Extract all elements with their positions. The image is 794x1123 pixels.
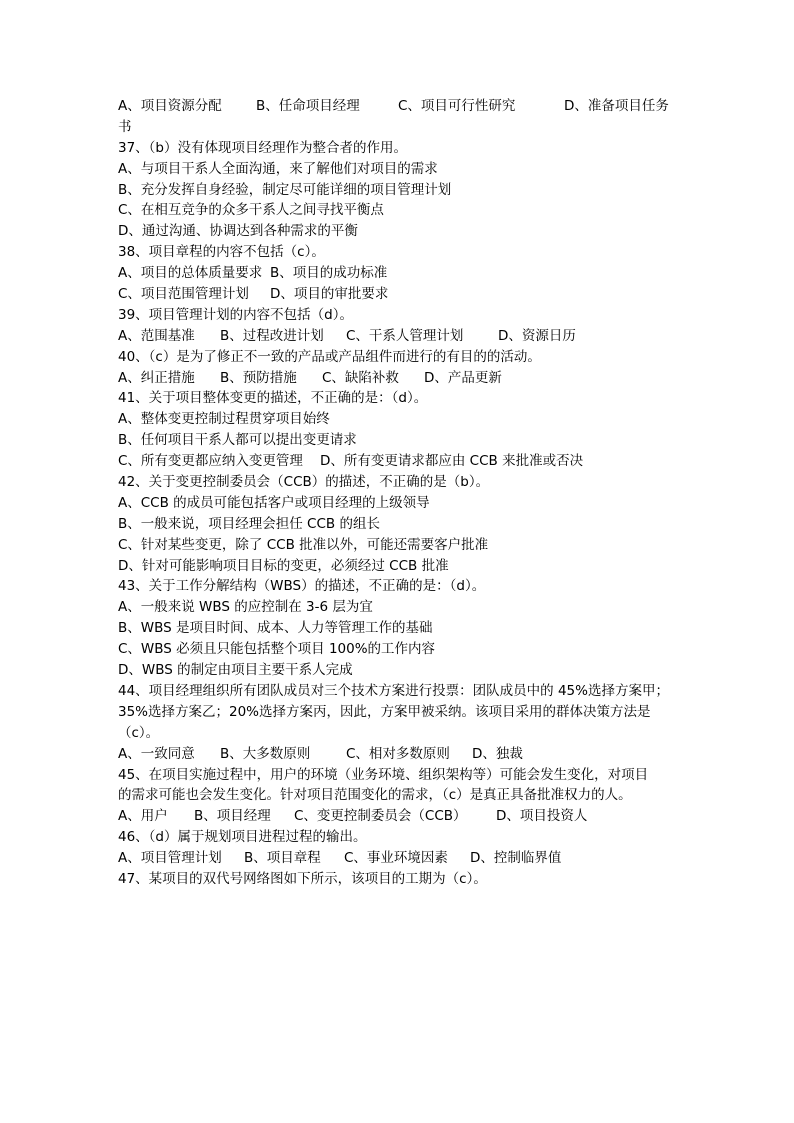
answer-option: A、项目管理计划 bbox=[118, 850, 222, 867]
answer-option: C、相对多数原则 bbox=[346, 745, 450, 762]
text-line: C、WBS 必须且只能包括整个项目 100%的工作内容 bbox=[118, 641, 436, 658]
text-line: 35%选择方案乙；20%选择方案丙，因此，方案甲被采纳。该项目采用的群体决策方法是 bbox=[118, 703, 651, 720]
options-line bbox=[118, 848, 678, 869]
text-line: C、针对某些变更，除了 CCB 批准以外，可能还需要客户批准 bbox=[118, 536, 489, 553]
text-line: 44、项目经理组织所有团队成员对三个技术方案进行投票：团队成员中的 45%选择方案甲； bbox=[118, 682, 669, 699]
options-line bbox=[118, 96, 678, 117]
answer-option: D、控制临界值 bbox=[470, 850, 562, 867]
text-line: B、一般来说，项目经理会担任 CCB 的组长 bbox=[118, 515, 380, 532]
answer-option: B、过程改进计划 bbox=[220, 327, 324, 344]
text-line: 38、项目章程的内容不包括（c）。 bbox=[118, 244, 325, 261]
text-line: B、充分发挥自身经验，制定尽可能详细的项目管理计划 bbox=[118, 181, 452, 198]
answer-option: D、产品更新 bbox=[424, 369, 502, 386]
text-line: 46、（d）属于规划项目进程过程的输出。 bbox=[118, 829, 367, 846]
answer-option: B、项目经理 bbox=[194, 808, 271, 825]
text-line: D、通过沟通、协调达到各种需求的平衡 bbox=[118, 223, 358, 240]
text-line: 40、（c）是为了修正不一致的产品或产品组件而进行的有目的的活动。 bbox=[118, 348, 541, 365]
answer-option: A、纠正措施 bbox=[118, 369, 195, 386]
text-line: A、CCB 的成员可能包括客户或项目经理的上级领导 bbox=[118, 494, 430, 511]
options-line bbox=[118, 284, 678, 305]
options-line bbox=[118, 326, 678, 347]
answer-option: A、一致同意 bbox=[118, 745, 195, 762]
text-line: 37、（b）没有体现项目经理作为整合者的作用。 bbox=[118, 139, 407, 156]
answer-option: D、项目投资人 bbox=[496, 808, 588, 825]
text-line: 41、关于项目整体变更的描述，不正确的是：（d）。 bbox=[118, 390, 428, 407]
answer-option: B、预防措施 bbox=[220, 369, 297, 386]
options-line bbox=[118, 451, 678, 472]
answer-option: C、项目可行性研究 bbox=[398, 98, 516, 114]
text-line: 43、关于工作分解结构（WBS）的描述，不正确的是：（d）。 bbox=[118, 578, 486, 595]
answer-option: B、项目章程 bbox=[244, 850, 321, 867]
answer-option: D、资源日历 bbox=[498, 327, 576, 344]
text-line: 书 bbox=[118, 118, 132, 135]
text-line: 47、某项目的双代号网络图如下所示，该项目的工期为（c）。 bbox=[118, 870, 487, 887]
answer-option: B、项目的成功标准 bbox=[270, 265, 388, 282]
answer-option: B、大多数原则 bbox=[220, 745, 311, 762]
text-line: B、任何项目干系人都可以提出变更请求 bbox=[118, 432, 357, 449]
answer-option: A、项目的总体质量要求 bbox=[118, 265, 263, 282]
answer-option: D、所有变更请求都应由 CCB 来批准或否决 bbox=[320, 453, 584, 470]
text-line: 42、关于变更控制委员会（CCB）的描述，不正确的是（b）。 bbox=[118, 474, 490, 491]
text-line: C、在相互竞争的众多干系人之间寻找平衡点 bbox=[118, 202, 384, 219]
answer-option: A、用户 bbox=[118, 808, 168, 825]
text-line: 的需求可能也会发生变化。针对项目范围变化的需求，（c）是真正具备批准权力的人。 bbox=[118, 787, 632, 804]
options-line bbox=[118, 744, 678, 765]
answer-option: C、所有变更都应纳入变更管理 bbox=[118, 453, 303, 470]
text-line: A、与项目干系人全面沟通，来了解他们对项目的需求 bbox=[118, 160, 438, 177]
answer-option: C、干系人管理计划 bbox=[346, 327, 464, 344]
text-line: （c）。 bbox=[118, 724, 160, 741]
answer-option: C、项目范围管理计划 bbox=[118, 286, 249, 303]
text-line: 39、项目管理计划的内容不包括（d）。 bbox=[118, 306, 353, 323]
options-line bbox=[118, 806, 678, 827]
options-line bbox=[118, 368, 678, 389]
answer-option: C、事业环境因素 bbox=[344, 850, 448, 867]
text-line: A、整体变更控制过程贯穿项目始终 bbox=[118, 411, 330, 428]
text-line: B、WBS 是项目时间、成本、人力等管理工作的基础 bbox=[118, 620, 433, 637]
text-line: 45、在项目实施过程中，用户的环境（业务环境、组织架构等）可能会发生变化，对项目 bbox=[118, 766, 649, 783]
answer-option: A、项目资源分配 bbox=[118, 98, 222, 114]
answer-option: D、准备项目任务 bbox=[564, 98, 669, 114]
answer-option: A、范围基准 bbox=[118, 327, 195, 344]
text-line: A、一般来说 WBS 的应控制在 3-6 层为宜 bbox=[118, 599, 373, 616]
answer-option: C、变更控制委员会（CCB） bbox=[294, 808, 467, 825]
text-line: D、针对可能影响项目目标的变更，必须经过 CCB 批准 bbox=[118, 557, 449, 574]
answer-option: C、缺陷补救 bbox=[322, 369, 399, 386]
answer-option: D、项目的审批要求 bbox=[270, 286, 389, 303]
document-page bbox=[118, 96, 678, 890]
answer-option: B、任命项目经理 bbox=[256, 98, 360, 114]
answer-option: D、独裁 bbox=[472, 745, 523, 762]
text-line: D、WBS 的制定由项目主要干系人完成 bbox=[118, 662, 353, 679]
options-line bbox=[118, 263, 678, 284]
